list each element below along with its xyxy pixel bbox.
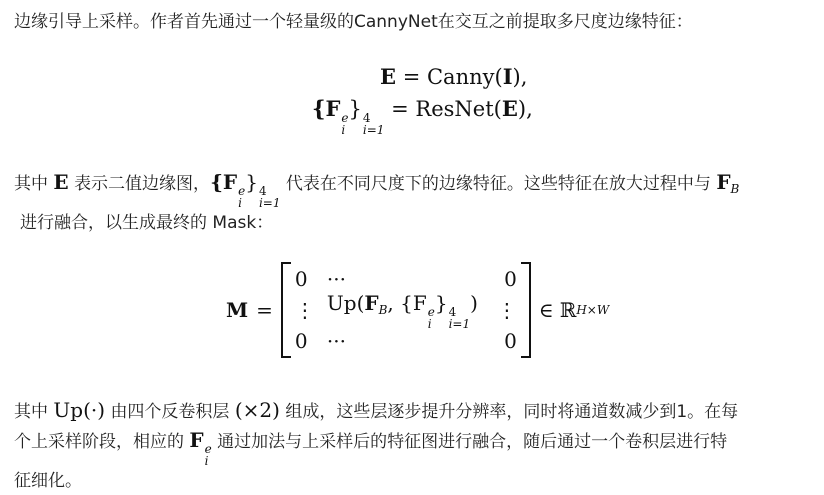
p2-range-sub: i=1 [258, 196, 281, 210]
matrix-up-func: Up( [326, 290, 365, 315]
matrix-range-sup: 4 [448, 304, 457, 319]
eq2-set-open: {F [312, 96, 341, 121]
eq2-arg: E [501, 96, 518, 121]
matrix-r1c2: ··· [326, 267, 346, 291]
mask-space-sup: H×W [576, 303, 610, 317]
equation-resnet [312, 96, 533, 136]
matrix-r1c3: 0 [504, 267, 517, 291]
matrix-fb: F [364, 290, 379, 315]
intro-text: 边缘引导上采样。作者首先通过一个轻量级的CannyNet在交互之前提取多尺度边缘特征： [14, 12, 693, 32]
matrix-r2c3: ⋮ [496, 298, 517, 322]
matrix-f-sub: i [427, 316, 432, 331]
mask-real-space: ℝ [559, 298, 577, 322]
p3-text-4: 个上采样阶段，相应的 [14, 432, 184, 452]
mask-equals: = [256, 298, 273, 322]
matrix-r3c3: 0 [504, 329, 517, 353]
eq1-end: ), [512, 65, 528, 89]
p2-f-sub: i [238, 196, 242, 210]
matrix-right-bracket [521, 262, 531, 358]
eq2-sup-e: e [341, 111, 349, 125]
p2-range-scripts [259, 185, 281, 209]
p2-text-2: 表示二值边缘图， [74, 174, 211, 194]
matrix-up-end: ) [470, 290, 478, 315]
matrix-f-scripts [428, 306, 435, 330]
matrix-set-close: } [434, 290, 448, 315]
matrix-f-sup: e [427, 304, 435, 319]
matrix-left-bracket [281, 262, 291, 358]
eq2-set-close: } [348, 97, 362, 121]
mask-equation [226, 262, 609, 358]
p3-text-6: 征细化。 [14, 471, 82, 491]
matrix-r1c1: 0 [294, 267, 308, 291]
eq1-lhs: E [380, 64, 397, 89]
eq2-sub-i: i [341, 123, 346, 137]
matrix-r3c1: 0 [294, 329, 308, 353]
mask-lhs: M [226, 298, 249, 322]
p3-text-1: 其中 [14, 402, 48, 422]
eq2-range-scripts [363, 112, 385, 136]
p3-up-func: Up(·) [53, 398, 106, 422]
edge-paragraph [14, 168, 812, 237]
matrix-body [291, 264, 521, 356]
p2-text-1: 其中 [14, 174, 48, 194]
p3-text-3: 组成，这些层逐步提升分辨率，同时将通道数减少到1。在每 [285, 402, 739, 422]
p2-range-sup: 4 [258, 184, 267, 198]
eq2-equals: = [391, 97, 416, 121]
p2-f-set: {F [210, 170, 238, 194]
p2-f-close: } [245, 170, 258, 194]
p3-f-scripts [205, 443, 212, 467]
p3-text-5: 通过加法与上采样后的特征图进行融合，随后通过一个卷积层进行特 [217, 432, 728, 452]
matrix-range-sub: i=1 [448, 316, 471, 331]
eq1-equals: = [402, 65, 427, 89]
p2-f-sup: e [238, 184, 246, 198]
matrix-r2c2 [327, 291, 491, 330]
p2-fb-sub: B [730, 182, 740, 196]
matrix-range-scripts [449, 306, 471, 330]
p2-line-2: 进行融合，以生成最终的 Mask： [20, 213, 274, 233]
p3-x2: (×2) [234, 398, 280, 422]
p2-e-symbol: E [53, 170, 69, 194]
eq2-range-sub: i=1 [362, 123, 385, 137]
matrix-fb-sub: B [378, 302, 388, 317]
eq2-func: ResNet( [415, 97, 502, 121]
eq1-arg: I [502, 64, 513, 89]
p2-fb: F [716, 170, 731, 194]
intro-paragraph [14, 8, 812, 36]
mask-in-symbol: ∈ [538, 298, 554, 322]
p3-f: F [189, 428, 204, 452]
upsample-paragraph [14, 396, 812, 495]
p3-text-2: 由四个反卷积层 [110, 402, 230, 422]
equation-canny [380, 64, 527, 89]
eq2-range-sup: 4 [362, 111, 371, 125]
p3-f-sub: i [204, 454, 209, 468]
eq1-func: Canny( [426, 65, 503, 89]
eq2-end: ), [517, 97, 533, 121]
p2-text-3: 代表在不同尺度下的边缘特征。这些特征在放大过程中与 [285, 174, 711, 194]
matrix-r3c2: ··· [326, 329, 346, 353]
matrix-r2c1: ⋮ [294, 298, 315, 322]
p3-f-sup: e [204, 442, 212, 456]
eq2-fe-scripts [341, 112, 348, 136]
matrix-set-open: , {F [387, 290, 427, 315]
